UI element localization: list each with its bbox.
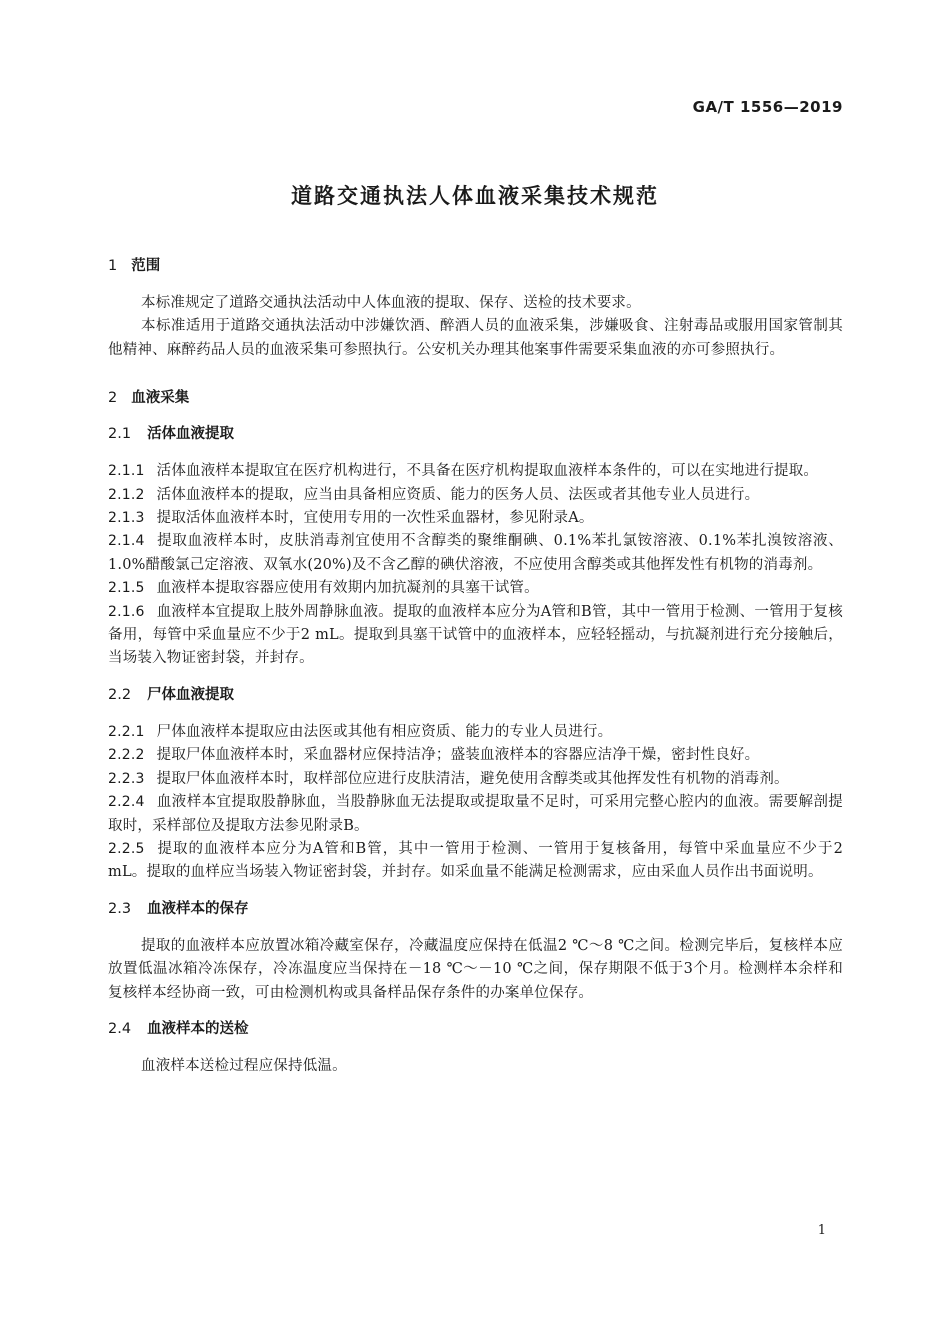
subsection-2-2-heading <box>108 683 843 707</box>
subsection-title: 血液样本的保存 <box>147 900 249 917</box>
clause-number: 2.1.5 <box>108 580 145 597</box>
clause-2-2-5 <box>108 838 843 885</box>
clause-text: 提取尸体血液样本时，采血器材应保持洁净；盛装血液样本的容器应洁净干燥，密封性良好。 <box>156 747 760 764</box>
clause-number: 2.1.6 <box>108 603 145 620</box>
section-title: 血液采集 <box>131 390 190 407</box>
clause-text: 活体血液样本的提取，应当由具备相应资质、能力的医务人员、法医或者其他专业人员进行。 <box>156 486 760 503</box>
clause-number: 2.1.4 <box>108 533 145 550</box>
subsection-2-4-paragraph: 血液样本送检过程应保持低温。 <box>141 1057 347 1074</box>
clause-2-1-6 <box>108 601 843 671</box>
clause-number: 2.2.2 <box>108 747 145 764</box>
clause-2-1-1 <box>108 460 843 483</box>
clause-text: 提取活体血液样本时，宜使用专用的一次性采血器材，参见附录A。 <box>156 510 594 527</box>
section-1-heading <box>108 254 843 278</box>
clause-2-2-2 <box>108 744 843 767</box>
clause-number: 2.1.1 <box>108 463 145 480</box>
section-1-paragraph-2: 本标准适用于道路交通执法活动中涉嫌饮酒、醉酒人员的血液采集，涉嫌吸食、注射毒品或服用国家管制其他精神、麻醉药品人员的血液采集可参照执行。公安机关办理其他案事件需要采集血液的亦可参照执行。 <box>108 318 843 358</box>
standard-code: GA/T 1556—2019 <box>692 98 843 116</box>
clause-2-2-3 <box>108 768 843 791</box>
clause-number: 2.2.1 <box>108 723 145 740</box>
clause-text: 提取尸体血液样本时，取样部位应进行皮肤清洁，避免使用含醇类或其他挥发性有机物的消毒剂。 <box>156 770 789 787</box>
clause-number: 2.2.4 <box>108 794 145 811</box>
subsection-number: 2.3 <box>108 900 132 917</box>
clause-number: 2.2.5 <box>108 840 145 857</box>
section-number: 1 <box>108 258 118 274</box>
clause-text: 提取的血液样本应分为A管和B管，其中一管用于检测、一管用于复核备用，每管中采血量应不少于2 mL。提取的血样应当场装入物证密封袋，并封存。如采血量不能满足检测需求，应由采血人员作出书面说明。 <box>108 840 843 881</box>
subsection-number: 2.2 <box>108 686 132 703</box>
clause-number: 2.1.3 <box>108 510 145 527</box>
subsection-title: 血液样本的送检 <box>147 1020 249 1037</box>
section-number: 2 <box>108 390 118 407</box>
subsection-number: 2.1 <box>108 426 132 443</box>
clause-2-1-5 <box>108 577 843 600</box>
subsection-title: 活体血液提取 <box>147 426 235 443</box>
section-1-paragraph-1: 本标准规定了道路交通执法活动中人体血液的提取、保存、送检的技术要求。 <box>141 295 641 311</box>
document-title: 道路交通执法人体血液采集技术规范 <box>291 184 659 208</box>
clause-text: 血液样本宜提取上肢外周静脉血液。提取的血液样本应分为A管和B管，其中一管用于检测、一管用于复核备用，每管中采血量应不少于2 mL。提取到具塞干试管中的血液样本，应轻轻摇动，与抗凝剂进行充分接触后，当场装入物证密封袋，并封存。 <box>108 603 843 667</box>
clause-2-2-1 <box>108 721 843 744</box>
subsection-2-3-paragraph: 提取的血液样本应放置冰箱冷藏室保存，冷藏温度应保持在低温2 ℃～8 ℃之间。检测完毕后，复核样本应放置低温冰箱冷冻保存，冷冻温度应当保持在－18 ℃～－10 ℃之间，保存期限不低于3个月。检测样本余样和复核样本经协商一致，可由检测机构或具备样品保存条件的办案单位保存。 <box>108 937 843 1001</box>
section-title: 范围 <box>131 258 161 274</box>
clause-2-1-4 <box>108 530 843 577</box>
subsection-2-4-heading <box>108 1017 843 1041</box>
clause-2-2-4 <box>108 791 843 838</box>
clause-2-1-3 <box>108 507 843 530</box>
clause-text: 血液样本宜提取股静脉血，当股静脉血无法提取或提取量不足时，可采用完整心腔内的血液。需要解剖提取时，采样部位及提取方法参见附录B。 <box>108 794 843 834</box>
subsection-2-3-heading <box>108 897 843 921</box>
clause-text: 活体血液样本提取宜在医疗机构进行，不具备在医疗机构提取血液样本条件的，可以在实地进行提取。 <box>156 463 819 480</box>
subsection-2-1-heading <box>108 422 843 446</box>
page-number: 1 <box>817 1223 826 1238</box>
clause-2-1-2 <box>108 484 843 507</box>
clause-number: 2.2.3 <box>108 770 145 787</box>
section-2-heading <box>108 386 843 410</box>
clause-text: 尸体血液样本提取应由法医或其他有相应资质、能力的专业人员进行。 <box>156 723 613 740</box>
clause-text: 血液样本提取容器应使用有效期内加抗凝剂的具塞干试管。 <box>156 580 539 597</box>
subsection-title: 尸体血液提取 <box>147 686 235 703</box>
subsection-number: 2.4 <box>108 1020 132 1037</box>
clause-text: 提取血液样本时，皮肤消毒剂宜使用不含醇类的聚维酮碘、0.1%苯扎氯铵溶液、0.1%苯扎溴铵溶液、1.0%醋酸氯己定溶液、双氧水(20%)及不含乙醇的碘伏溶液，不应使用含醇类或其他挥发性有机物的消毒剂。 <box>108 533 843 573</box>
clause-number: 2.1.2 <box>108 486 145 503</box>
document-body <box>108 254 843 1078</box>
